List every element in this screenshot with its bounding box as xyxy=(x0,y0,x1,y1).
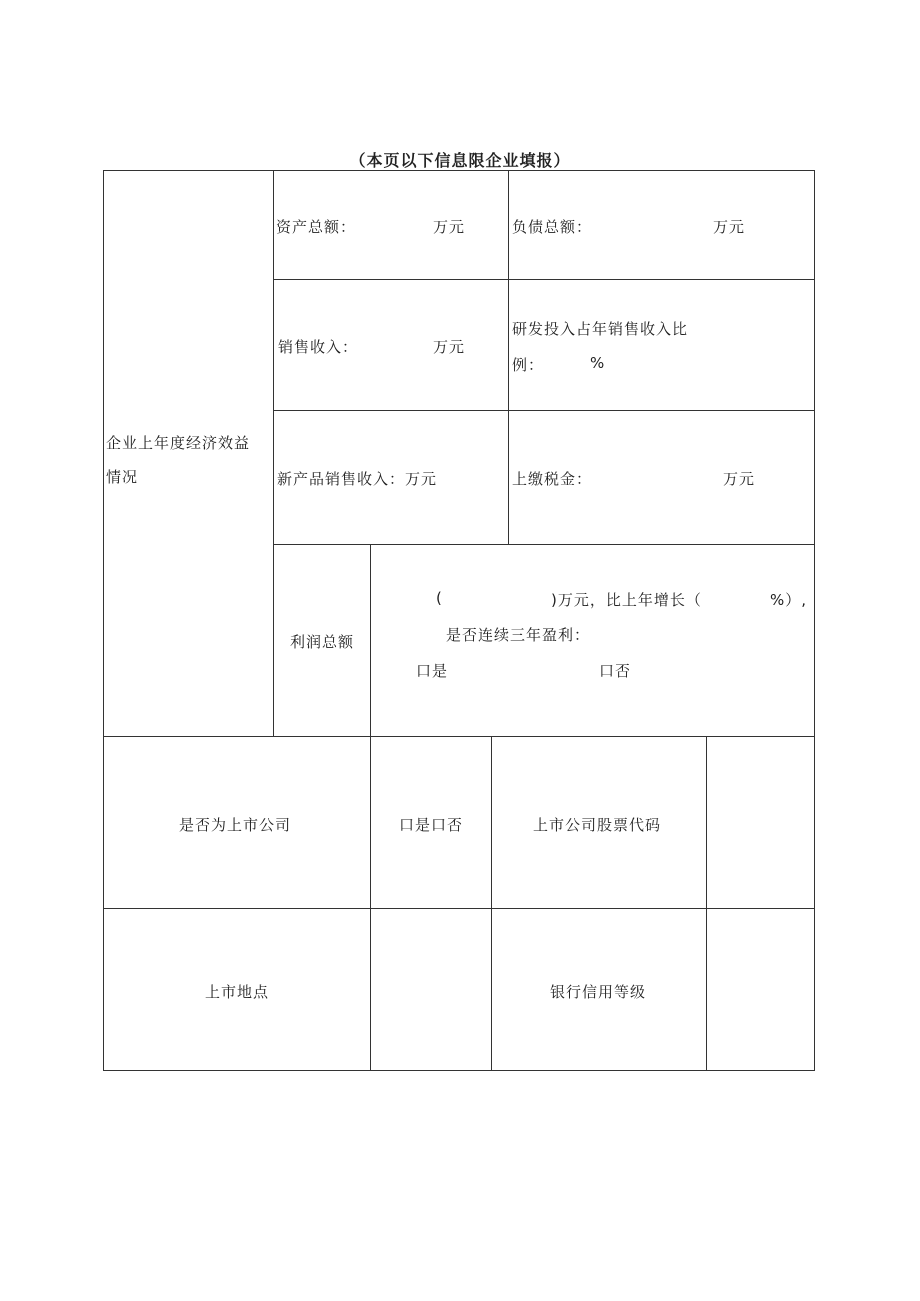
is-listed-checkboxes[interactable]: 口是口否 xyxy=(399,816,464,834)
page-title: （本页以下信息限企业填报） xyxy=(349,151,571,170)
profitable-no-checkbox[interactable]: 口否 xyxy=(599,662,632,680)
economic-section-label-cont: 情况 xyxy=(106,468,139,486)
column-divider xyxy=(491,736,492,1071)
profitable-yes-checkbox[interactable]: 口是 xyxy=(416,662,449,680)
is-listed-label: 是否为上市公司 xyxy=(179,816,292,834)
total-profit-label: 利润总额 xyxy=(290,633,355,651)
new-product-sales-label: 新产品销售收入：万元 xyxy=(277,470,438,488)
table-border-right xyxy=(814,170,815,1071)
row-divider xyxy=(273,544,815,545)
row-divider xyxy=(273,279,815,280)
rd-ratio-label: 研发投入占年销售收入比 xyxy=(512,320,689,338)
table-border-left xyxy=(103,170,104,1071)
table-border-top xyxy=(103,170,815,171)
row-divider xyxy=(103,908,815,909)
profitable-question: 是否连续三年盈利： xyxy=(446,626,591,644)
profit-open-paren: ( xyxy=(436,589,443,607)
stock-code-label: 上市公司股票代码 xyxy=(533,816,662,834)
sales-revenue-label: 销售收入： xyxy=(278,338,359,356)
rd-ratio-unit: % xyxy=(590,354,606,372)
total-liabilities-unit: 万元 xyxy=(713,218,746,236)
tax-paid-label: 上缴税金： xyxy=(512,470,593,488)
total-liabilities-label: 负债总额： xyxy=(512,218,593,236)
total-assets-unit: 万元 xyxy=(433,218,466,236)
bank-credit-label: 银行信用等级 xyxy=(550,983,647,1001)
sales-revenue-unit: 万元 xyxy=(433,338,466,356)
profit-growth-text: )万元，比上年增长（ xyxy=(551,591,702,609)
table-border-bottom xyxy=(103,1070,815,1071)
economic-section-label: 企业上年度经济效益 xyxy=(106,434,251,452)
profit-growth-pct: %）, xyxy=(770,591,808,609)
tax-paid-unit: 万元 xyxy=(723,470,756,488)
column-divider xyxy=(370,544,371,1071)
row-divider xyxy=(103,736,815,737)
row-divider xyxy=(273,410,815,411)
rd-ratio-label-cont: 例： xyxy=(512,356,545,374)
total-assets-label: 资产总额： xyxy=(276,218,357,236)
column-divider xyxy=(706,736,707,1071)
listing-location-label: 上市地点 xyxy=(205,983,270,1001)
column-divider xyxy=(508,170,509,545)
column-divider xyxy=(273,170,274,737)
